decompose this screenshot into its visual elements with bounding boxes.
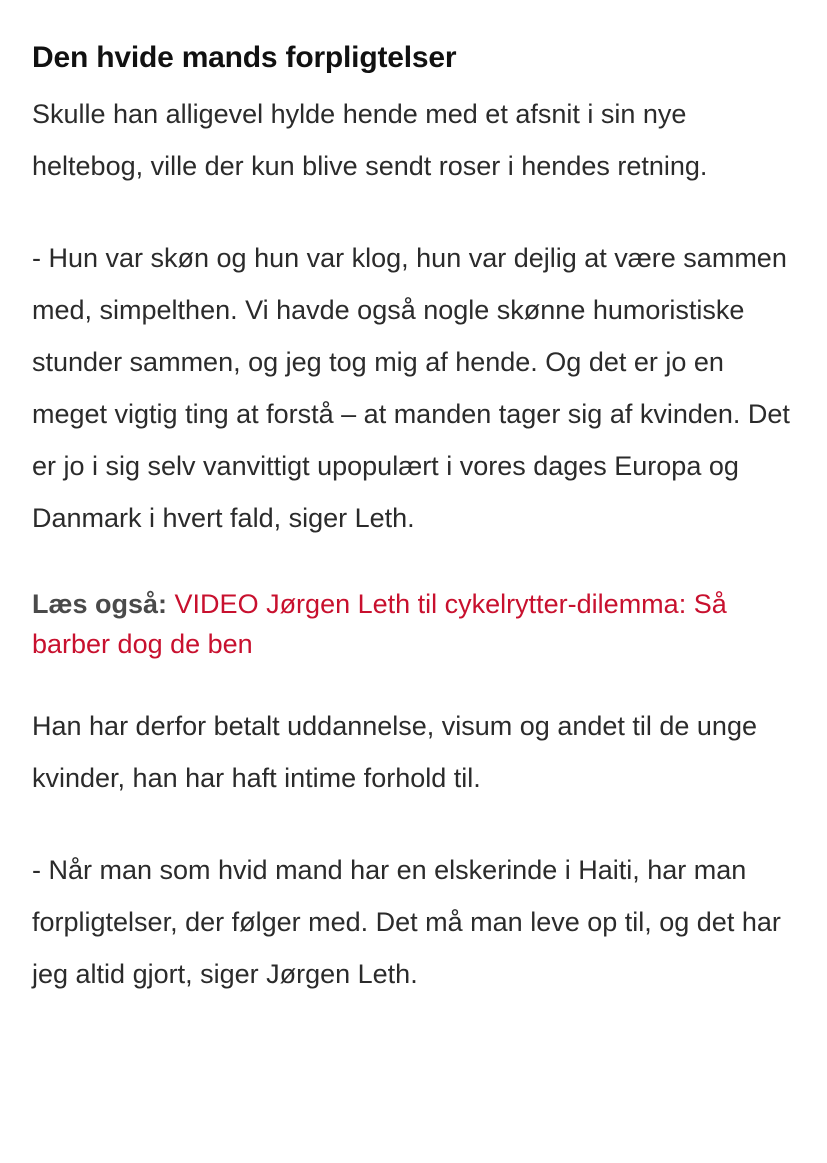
section-heading: Den hvide mands forpligtelser [32,41,457,74]
paragraph-2: - Hun var skøn og hun var klog, hun var dejlig at være sammen med, simpelthen. Vi havde også nogle skønne humoristiske stunder sammen, og jeg tog mig af hende. Og det er jo en meget vigtig ting at forstå – at manden tager sig af kvinden. Det er jo i sig selv vanvittigt upopulært i vores dages Europa og Danmark i hvert fald, siger Leth. [32,243,790,533]
article-body [32,38,802,1000]
paragraph-1: Skulle han alligevel hylde hende med et afsnit i sin nye heltebog, ville der kun blive sendt roser i hendes retning. [32,99,708,181]
read-also-link[interactable]: VIDEO Jørgen Leth til cykelrytter-dilemma: Så barber dog de ben [32,589,727,659]
read-also-label: Læs også: [32,589,168,619]
paragraph-3: Han har derfor betalt uddannelse, visum og andet til de unge kvinder, han har haft intime forhold til. [32,711,757,793]
paragraph-4: - Når man som hvid mand har en elskerinde i Haiti, har man forpligtelser, der følger med. Det må man leve op til, og det har jeg altid gjort, siger Jørgen Leth. [32,855,781,989]
read-also-box [32,584,802,664]
